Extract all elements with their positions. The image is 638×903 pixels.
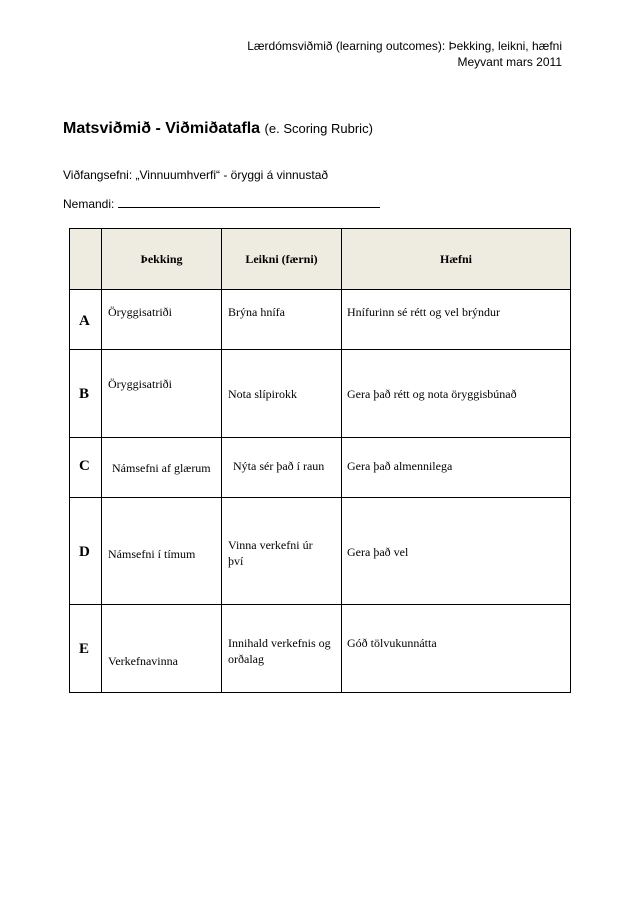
competence-cell bbox=[342, 498, 571, 605]
student-line bbox=[63, 196, 380, 211]
knowledge-text: Námsefni í tímum bbox=[108, 547, 196, 561]
skill-cell bbox=[222, 605, 342, 693]
skill-text: Brýna hnífa bbox=[228, 305, 285, 319]
skill-cell bbox=[222, 498, 342, 605]
table-row bbox=[70, 350, 571, 438]
table-row bbox=[70, 605, 571, 693]
competence-cell bbox=[342, 350, 571, 438]
document-header bbox=[247, 38, 562, 70]
competence-text: Gera það rétt og nota öryggisbúnað bbox=[347, 387, 517, 401]
header-line-1: Lærdómsviðmið (learning outcomes): Þekking, leikni, hæfni bbox=[247, 39, 562, 53]
skill-text: Nýta sér það í raun bbox=[233, 459, 325, 473]
subject-line: Viðfangsefni: „Vinnuumhverfi“ - öryggi á vinnustað bbox=[63, 168, 329, 182]
column-header-skill: Leikni (færni) bbox=[222, 229, 342, 290]
skill-text: Innihald verkefnis og orðalag bbox=[228, 636, 331, 666]
row-label-cell bbox=[70, 350, 102, 438]
title-main: Matsviðmið - Viðmiðatafla bbox=[63, 120, 261, 137]
knowledge-text: Verkefnavinna bbox=[108, 654, 178, 668]
knowledge-cell bbox=[102, 350, 222, 438]
knowledge-text: Námsefni af glærum bbox=[112, 461, 211, 475]
student-label: Nemandi: bbox=[63, 197, 115, 211]
competence-text: Gera það almennilega bbox=[347, 459, 453, 473]
knowledge-cell bbox=[102, 605, 222, 693]
knowledge-text: Öryggisatriði bbox=[108, 305, 172, 319]
header-line-2: Meyvant mars 2011 bbox=[457, 55, 562, 69]
competence-cell bbox=[342, 438, 571, 498]
title-sub: (e. Scoring Rubric) bbox=[264, 121, 373, 136]
row-label: C bbox=[79, 458, 90, 474]
row-label: A bbox=[79, 313, 90, 329]
competence-text: Hnífurinn sé rétt og vel brýndur bbox=[347, 305, 500, 319]
competence-text: Góð tölvukunnátta bbox=[347, 636, 437, 650]
table-row bbox=[70, 290, 571, 350]
skill-cell bbox=[222, 290, 342, 350]
table-row bbox=[70, 438, 571, 498]
knowledge-cell bbox=[102, 438, 222, 498]
column-header-blank bbox=[70, 229, 102, 290]
table-row bbox=[70, 498, 571, 605]
page-title bbox=[63, 120, 373, 138]
knowledge-cell bbox=[102, 290, 222, 350]
row-label-cell bbox=[70, 438, 102, 498]
competence-cell bbox=[342, 290, 571, 350]
skill-cell bbox=[222, 350, 342, 438]
column-header-knowledge: Þekking bbox=[102, 229, 222, 290]
competence-cell bbox=[342, 605, 571, 693]
skill-text: Vinna verkefni úr því bbox=[228, 538, 313, 568]
knowledge-cell bbox=[102, 498, 222, 605]
row-label: D bbox=[79, 544, 90, 560]
knowledge-text: Öryggisatriði bbox=[108, 377, 172, 391]
row-label-cell bbox=[70, 290, 102, 350]
table-header-row bbox=[70, 229, 571, 290]
row-label-cell bbox=[70, 498, 102, 605]
row-label-cell bbox=[70, 605, 102, 693]
row-label: B bbox=[79, 386, 90, 402]
row-label: E bbox=[79, 641, 90, 657]
skill-text: Nota slípirokk bbox=[228, 387, 297, 401]
student-name-blank bbox=[118, 196, 380, 208]
competence-text: Gera það vel bbox=[347, 545, 409, 559]
skill-cell bbox=[222, 438, 342, 498]
column-header-competence: Hæfni bbox=[342, 229, 571, 290]
rubric-table bbox=[69, 228, 571, 693]
